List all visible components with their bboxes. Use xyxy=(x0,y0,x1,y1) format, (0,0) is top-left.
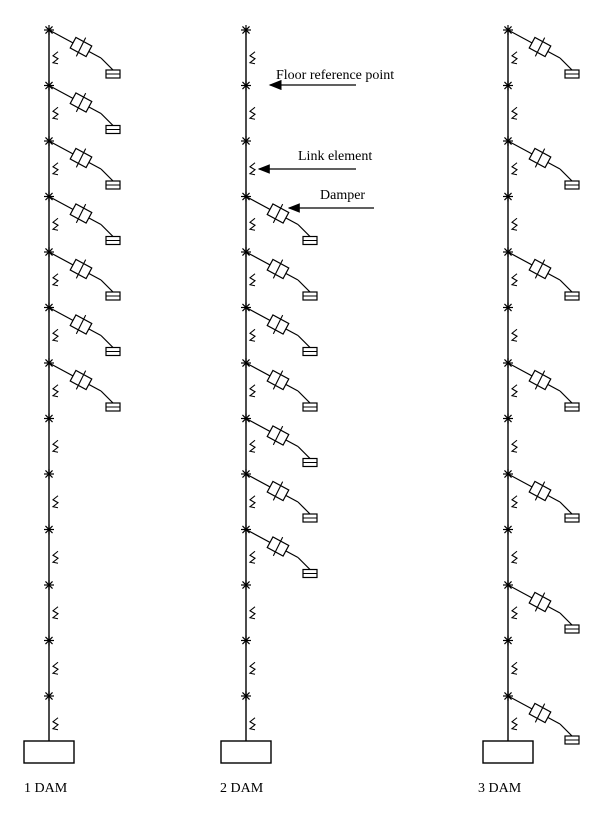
foundation-block xyxy=(221,741,271,763)
damper xyxy=(49,141,120,189)
link-element xyxy=(250,440,255,452)
damper xyxy=(508,363,579,411)
link-element xyxy=(250,496,255,508)
damper-rod-lower xyxy=(298,391,310,403)
floor-reference-point xyxy=(44,469,54,479)
damper xyxy=(49,252,120,300)
foundation-block xyxy=(24,741,74,763)
floor-reference-point xyxy=(241,580,251,590)
floor-reference-point xyxy=(44,414,54,424)
damper-rod-lower xyxy=(101,336,113,348)
damper-rod-lower xyxy=(560,724,572,736)
link-element xyxy=(512,662,517,674)
damper xyxy=(49,308,120,356)
floor-reference-point xyxy=(503,414,513,424)
link-element xyxy=(250,607,255,619)
floor-reference-point xyxy=(44,636,54,646)
floor-reference-point xyxy=(241,136,251,146)
damper xyxy=(508,141,579,189)
floor-reference-point xyxy=(44,525,54,535)
link-element xyxy=(53,662,58,674)
link-element xyxy=(250,385,255,397)
damper-rod-lower xyxy=(298,502,310,514)
damper xyxy=(246,530,317,578)
floor-reference-point xyxy=(503,636,513,646)
floor-reference-point xyxy=(503,525,513,535)
damper-rod-lower xyxy=(101,391,113,403)
floor-reference-point xyxy=(241,636,251,646)
damper xyxy=(246,419,317,467)
link-element xyxy=(250,329,255,341)
damper-rod-lower xyxy=(560,391,572,403)
link-element xyxy=(512,551,517,563)
column-2 xyxy=(221,25,317,763)
link-element xyxy=(512,163,517,175)
damper-rod-lower xyxy=(298,447,310,459)
link-element xyxy=(512,440,517,452)
link-element xyxy=(53,52,58,64)
annotation-floor-reference-point xyxy=(270,68,394,85)
damper xyxy=(508,474,579,522)
damper-rod-lower xyxy=(298,558,310,570)
link-element xyxy=(512,607,517,619)
link-element xyxy=(250,274,255,286)
damper-rod-lower xyxy=(560,169,572,181)
damper xyxy=(508,696,579,744)
damper xyxy=(246,474,317,522)
floor-reference-point xyxy=(44,691,54,701)
floor-reference-point xyxy=(503,192,513,202)
link-element xyxy=(53,107,58,119)
link-element xyxy=(250,218,255,230)
damper-rod-lower xyxy=(101,280,113,292)
link-element xyxy=(53,607,58,619)
link-element-label: Link element xyxy=(298,149,373,164)
floor-reference-point xyxy=(44,580,54,590)
link-element xyxy=(250,662,255,674)
link-element xyxy=(250,52,255,64)
link-element xyxy=(53,274,58,286)
link-element xyxy=(512,385,517,397)
floor-reference-point xyxy=(503,303,513,313)
damper-rod-lower xyxy=(298,280,310,292)
floor-reference-label: Floor reference point xyxy=(276,68,395,83)
link-element xyxy=(53,496,58,508)
link-element xyxy=(250,163,255,175)
link-element xyxy=(53,163,58,175)
damper xyxy=(246,252,317,300)
link-element xyxy=(250,718,255,730)
damper-rod-lower xyxy=(560,280,572,292)
link-element xyxy=(512,218,517,230)
damper-rod-lower xyxy=(298,336,310,348)
damper xyxy=(246,197,317,245)
link-element xyxy=(53,551,58,563)
damper-label: Damper xyxy=(320,188,366,203)
column-label-2: 2 DAM xyxy=(220,781,264,796)
damper-rod-lower xyxy=(101,114,113,126)
column-1 xyxy=(24,25,120,763)
link-element xyxy=(512,274,517,286)
damper xyxy=(49,363,120,411)
link-element xyxy=(250,551,255,563)
link-element xyxy=(512,52,517,64)
column-3 xyxy=(483,25,579,763)
damper xyxy=(508,252,579,300)
link-element xyxy=(53,218,58,230)
damper xyxy=(246,363,317,411)
damper xyxy=(508,30,579,78)
floor-reference-point xyxy=(241,25,251,35)
damper-rod-lower xyxy=(560,502,572,514)
link-element xyxy=(512,107,517,119)
link-element xyxy=(53,718,58,730)
damper-rod-lower xyxy=(560,58,572,70)
damper xyxy=(49,30,120,78)
damper-rod-lower xyxy=(298,225,310,237)
damper xyxy=(508,585,579,633)
column-label-3: 3 DAM xyxy=(478,781,522,796)
annotation-damper xyxy=(289,188,374,208)
floor-reference-point xyxy=(241,81,251,91)
column-label-1: 1 DAM xyxy=(24,781,68,796)
annotation-link-element xyxy=(259,149,372,169)
columns-layer xyxy=(24,25,579,763)
link-element xyxy=(512,718,517,730)
damper xyxy=(49,86,120,134)
damper-rod-lower xyxy=(101,225,113,237)
link-element xyxy=(53,440,58,452)
damper-rod-lower xyxy=(560,613,572,625)
link-element xyxy=(512,329,517,341)
link-element xyxy=(512,496,517,508)
link-element xyxy=(53,385,58,397)
damper-rod-lower xyxy=(101,169,113,181)
foundation-block xyxy=(483,741,533,763)
floor-reference-point xyxy=(503,81,513,91)
link-element xyxy=(53,329,58,341)
floor-reference-point xyxy=(241,691,251,701)
link-element xyxy=(250,107,255,119)
damper xyxy=(49,197,120,245)
damper-rod-lower xyxy=(101,58,113,70)
damper xyxy=(246,308,317,356)
